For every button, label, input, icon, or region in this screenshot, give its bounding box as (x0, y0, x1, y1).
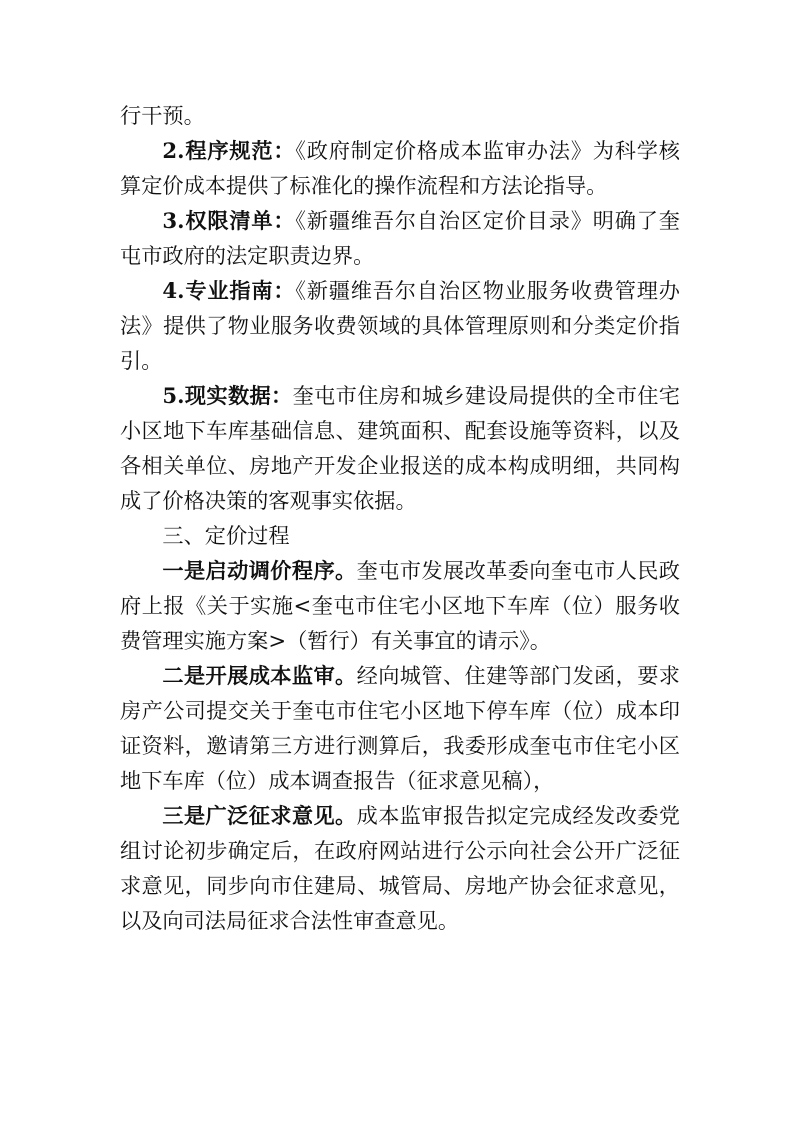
paragraph-step-three (120, 798, 680, 938)
paragraph-professional-guide (120, 273, 680, 378)
paragraph-lead: 3.权限清单： (162, 208, 296, 233)
paragraph-text: 行干预。 (120, 103, 205, 128)
section-heading-pricing-process (120, 518, 680, 553)
paragraph-step-one (120, 553, 680, 658)
paragraph-lead: 4.专业指南： (162, 278, 296, 303)
document-body (120, 98, 680, 938)
paragraph-lead: 2.程序规范： (162, 138, 296, 163)
paragraph-step-two (120, 658, 680, 798)
paragraph-text: 《新疆维吾尔自治区物业服务收费管理办法》提供了物业服务收费领域的具体管理原则和分类定价指引。 (120, 278, 680, 373)
paragraph-text: 经向城管、住建等部门发函，要求房产公司提交关于奎屯市住宅小区地下停车库（位）成本印证资料，邀请第三方进行测算后，我委形成奎屯市住宅小区地下车库（位）成本调查报告（征求意见稿）， (120, 663, 680, 793)
paragraph-text: 奎屯市发展改革委向奎屯市人民政府上报《关于实施<奎屯市住宅小区地下车库（位）服务收费管理实施方案>（暂行）有关事宜的请示》。 (120, 558, 680, 653)
paragraph-text: 成本监审报告拟定完成经发改委党组讨论初步确定后，在政府网站进行公示向社会公开广泛征求意见，同步向市住建局、城管局、房地产协会征求意见，以及向司法局征求合法性审查意见。 (120, 803, 680, 933)
paragraph-text: 奎屯市住房和城乡建设局提供的全市住宅小区地下车库基础信息、建筑面积、配套设施等资料，以及各相关单位、房地产开发企业报送的成本构成明细，共同构成了价格决策的客观事实依据。 (120, 383, 680, 513)
paragraph-text: 《政府制定价格成本监审办法》为科学核算定价成本提供了标准化的操作流程和方法论指导。 (120, 138, 680, 198)
section-heading-text: 三、定价过程 (162, 523, 290, 548)
paragraph-lead: 一是启动调价程序。 (162, 558, 357, 583)
paragraph-procedure-standard (120, 133, 680, 203)
paragraph-lead: 5.现实数据： (162, 383, 293, 408)
paragraph-real-data (120, 378, 680, 518)
paragraph-lead: 三是广泛征求意见。 (162, 803, 357, 828)
paragraph-continuation (120, 98, 680, 133)
paragraph-authority-list (120, 203, 680, 273)
paragraph-text: 《新疆维吾尔自治区定价目录》明确了奎屯市政府的法定职责边界。 (120, 208, 680, 268)
paragraph-lead: 二是开展成本监审。 (162, 663, 357, 688)
